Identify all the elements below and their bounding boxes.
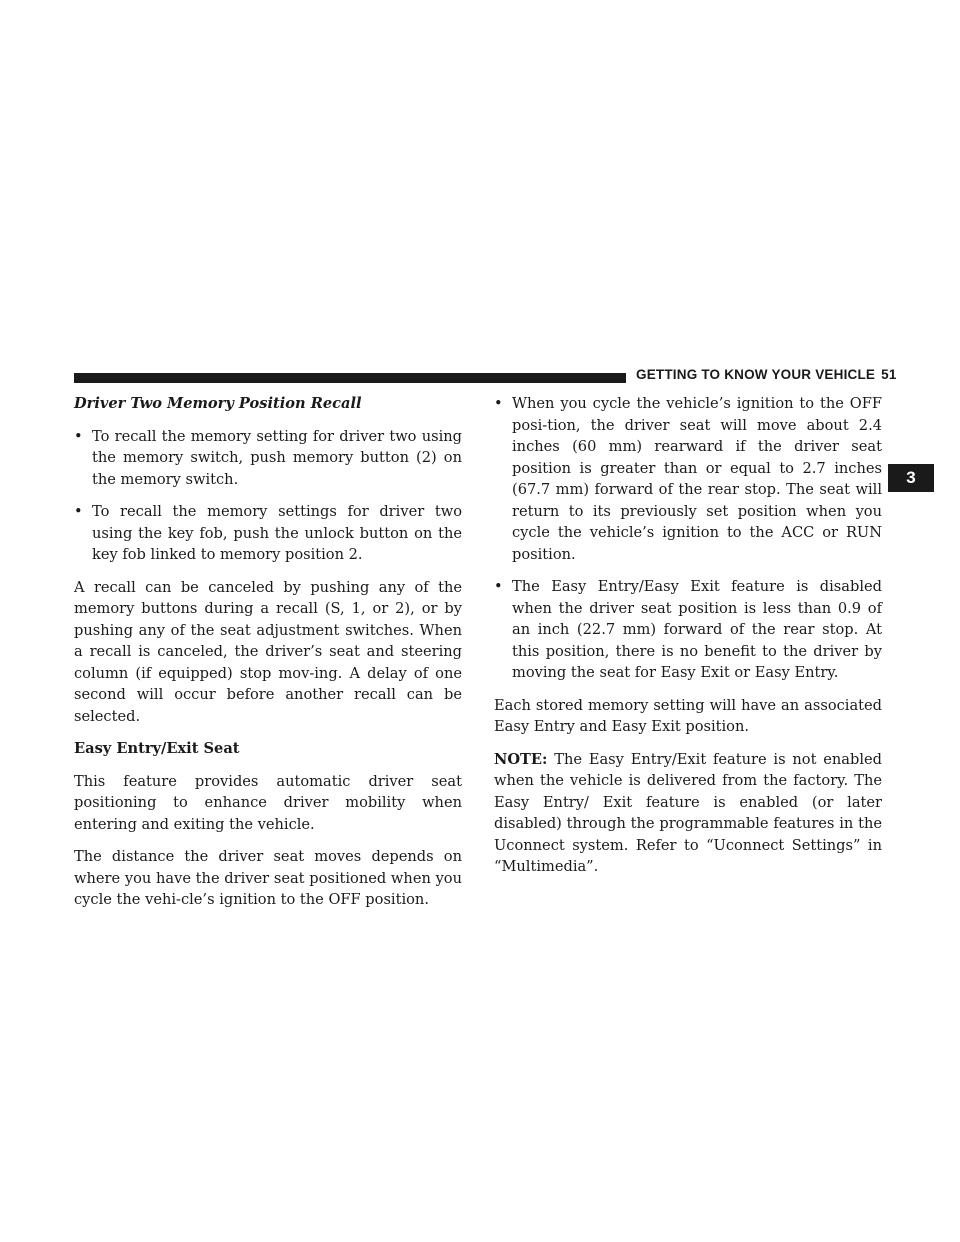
memory-setting-paragraph: Each stored memory setting will have an associated Easy Entry and Easy Exit position. bbox=[494, 696, 882, 735]
note-paragraph bbox=[494, 749, 882, 878]
note-text: The Easy Entry/Exit feature is not enabled when the vehicle is delivered from the factory. The Easy Entry/ Exit feature is enabled (or later disabled) through the programmable features in the Uconnect system. Refer to “Uconnect Settings” in “Multimedia”. bbox=[494, 750, 882, 875]
page-number: 51 bbox=[881, 367, 897, 382]
left-column bbox=[74, 393, 462, 922]
running-header bbox=[636, 367, 897, 382]
list-item bbox=[74, 426, 462, 491]
list-item bbox=[494, 393, 882, 565]
bullet-text: The Easy Entry/Easy Exit feature is disabled when the driver seat position is less than 0.9 of an inch (22.7 mm) forward of the rear stop. At this position, there is no benefit to the driver by moving the seat for Easy Exit or Easy Entry. bbox=[512, 578, 882, 681]
list-item bbox=[494, 576, 882, 684]
memory-recall-heading: Driver Two Memory Position Recall bbox=[74, 395, 362, 412]
note-label: NOTE: bbox=[494, 750, 548, 768]
bullet-glyph: • bbox=[494, 578, 503, 595]
bullet-glyph: • bbox=[74, 427, 83, 445]
header-rule bbox=[74, 373, 626, 383]
easy-entry-heading: Easy Entry/Exit Seat bbox=[74, 740, 240, 757]
bullet-text: When you cycle the vehicle’s ignition to the OFF posi-tion, the driver seat will move about 2.4 inches (60 mm) rearward if the driver seat position is greater than or equal to 2.7 inches (67.7 mm) forward of the rear stop. The seat will return to its previously set position when you cycle the vehicle’s ignition to the ACC or RUN position. bbox=[512, 395, 882, 563]
bullet-text: To recall the memory settings for driver two using the key fob, push the unlock button on the key fob linked to memory position 2. bbox=[92, 503, 462, 563]
bullet-glyph: • bbox=[74, 503, 83, 520]
feature-paragraph: This feature provides automatic driver seat positioning to enhance driver mobility when entering and exiting the vehicle. bbox=[74, 772, 462, 833]
section-title: GETTING TO KNOW YOUR VEHICLE bbox=[636, 367, 876, 382]
recall-cancel-paragraph: A recall can be canceled by pushing any of the memory buttons during a recall (S, 1, or 2), or by pushing any of the seat adjustment switches. When a recall is canceled, the driver’s seat and steering column (if equipped) stop mov-ing. A delay of one second will occur before another recall can be selected. bbox=[74, 578, 462, 725]
bullet-glyph: • bbox=[494, 395, 503, 412]
chapter-tab: 3 bbox=[888, 464, 934, 492]
bullet-text: To recall the memory setting for driver two using the memory switch, push memory button (2) on the memory switch. bbox=[92, 427, 462, 488]
right-column bbox=[494, 393, 882, 889]
distance-paragraph: The distance the driver seat moves depends on where you have the driver seat positioned when you cycle the vehi-cle’s ignition to the OFF position. bbox=[74, 848, 462, 908]
list-item bbox=[74, 501, 462, 566]
